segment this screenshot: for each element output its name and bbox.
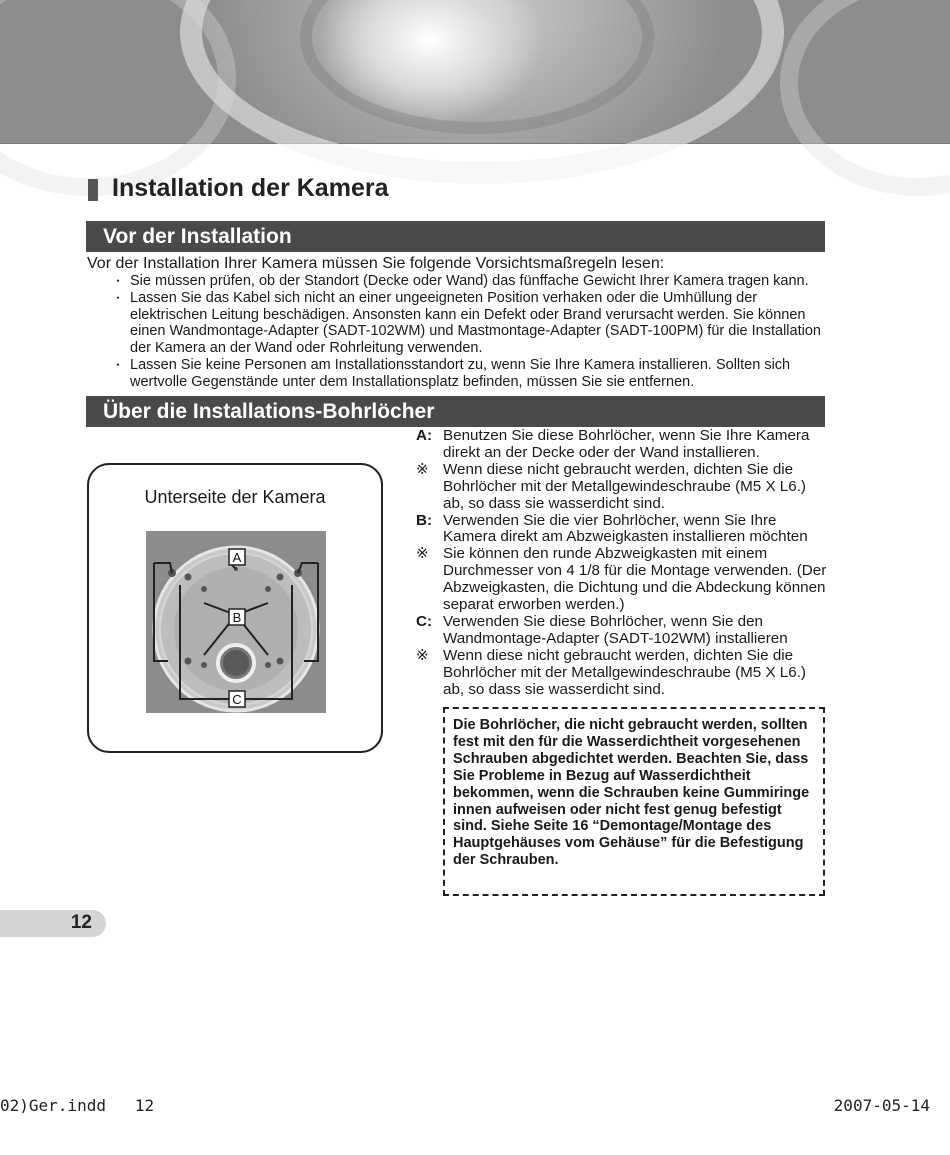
page-number: 12 xyxy=(70,912,92,933)
precautions-list xyxy=(112,273,832,391)
item-key: A: xyxy=(416,427,433,444)
page-number-tab xyxy=(0,910,106,937)
bullet-icon: ・ xyxy=(112,290,125,305)
list-item: ・ Lassen Sie das Kabel sich nicht an einer ungeeigneten Position verhaken oder die Umhüllung der elektrischen Leitung beschädigen. Ansonsten kann ein Defekt oder Brand verursacht werden. Sie können einen Wandmontage-Adapter (SADT-102WM) und Mastmontage-Adapter (SADT-100PM) für die Installation der Kamera an der Wand oder Rohrleitung verwenden. xyxy=(112,289,821,357)
list-item: C: Verwenden Sie diese Bohrlöcher, wenn Sie den Wandmontage-Adapter (SADT-102WM) installieren xyxy=(416,612,788,647)
section-heading-before-installation: Vor der Installation xyxy=(86,221,825,252)
list-item: A: Benutzen Sie diese Bohrlöcher, wenn Sie Ihre Kamera direkt an der Decke oder der Wand installieren. xyxy=(416,427,810,461)
list-item: ※ Wenn diese nicht gebraucht werden, dichten Sie die Bohrlöcher mit der Metallgewindeschraube (M5 X L6.) ab, so dass sie wasserdicht sind. xyxy=(416,460,806,512)
camera-bottom-figure xyxy=(87,463,383,753)
camera-bottom-photo xyxy=(146,531,326,713)
item-key: B: xyxy=(416,511,433,529)
note-icon: ※ xyxy=(416,545,429,563)
intro-text: Vor der Installation Ihrer Kamera müssen Sie folgende Vorsichtsmaßregeln lesen: xyxy=(87,255,665,272)
list-item: ※ Wenn diese nicht gebraucht werden, dichten Sie die Bohrlöcher mit der Metallgewindeschraube (M5 X L6.) ab, so dass sie wasserdicht sind. xyxy=(416,646,806,698)
footer-file-info: 02)Ger.indd 12 xyxy=(0,1096,155,1115)
header-banner-image xyxy=(0,0,950,144)
waterproof-notice-box: Die Bohrlöcher, die nicht gebraucht werden, sollten fest mit den für die Wasserdichtheit vorgesehenen Schrauben abgedichtet werden. Beachten Sie, dass Sie Probleme in Bezug auf Wasserdichtheit bekommen, wenn die Schrauben keine Gummiringe innen aufweisen oder nicht fest genug befestigt sind. Siehe Seite 16 “Demontage/Montage des Hauptgehäuses vom Gehäuse” für die Befestigung der Schrauben. xyxy=(443,707,825,896)
list-item: ・ Lassen Sie keine Personen am Installationsstandort zu, wenn Sie Ihre Kamera installieren. Sollten sich wertvolle Gegenstände unter dem Installationsplatz befinden, müssen Sie sie entfernen. xyxy=(112,356,791,390)
hole-label-c: C xyxy=(232,692,242,707)
title-marker xyxy=(88,179,98,201)
figure-caption: Unterseite der Kamera xyxy=(144,487,326,507)
hole-label-b: B xyxy=(232,610,242,625)
footer-date: 2007-05-14 xyxy=(833,1096,930,1115)
mounting-hole-descriptions xyxy=(416,428,828,699)
bullet-icon: ・ xyxy=(112,357,125,372)
list-item: ・ Sie müssen prüfen, ob der Standort (Decke oder Wand) das fünffache Gewicht Ihrer Kamera tragen kann. xyxy=(112,273,809,289)
note-icon: ※ xyxy=(416,460,429,478)
list-item: ※ Sie können den runde Abzweigkasten mit einem Durchmesser von 4 1/8 für die Montage verwenden. (Der Abzweigkasten, die Dichtung und die Abdeckung können separat erworben werden.) xyxy=(416,545,827,614)
bullet-icon: ・ xyxy=(112,274,125,288)
note-icon: ※ xyxy=(416,646,429,664)
page-title: Installation der Kamera xyxy=(112,174,389,202)
list-item: B: Verwenden Sie die vier Bohrlöcher, wenn Sie Ihre Kamera direkt am Abzweigkasten installieren möchten xyxy=(416,511,808,546)
section-heading-mounting-holes: Über die Installations-Bohrlöcher xyxy=(86,396,825,427)
hole-label-a: A xyxy=(232,550,242,565)
item-key: C: xyxy=(416,612,433,630)
